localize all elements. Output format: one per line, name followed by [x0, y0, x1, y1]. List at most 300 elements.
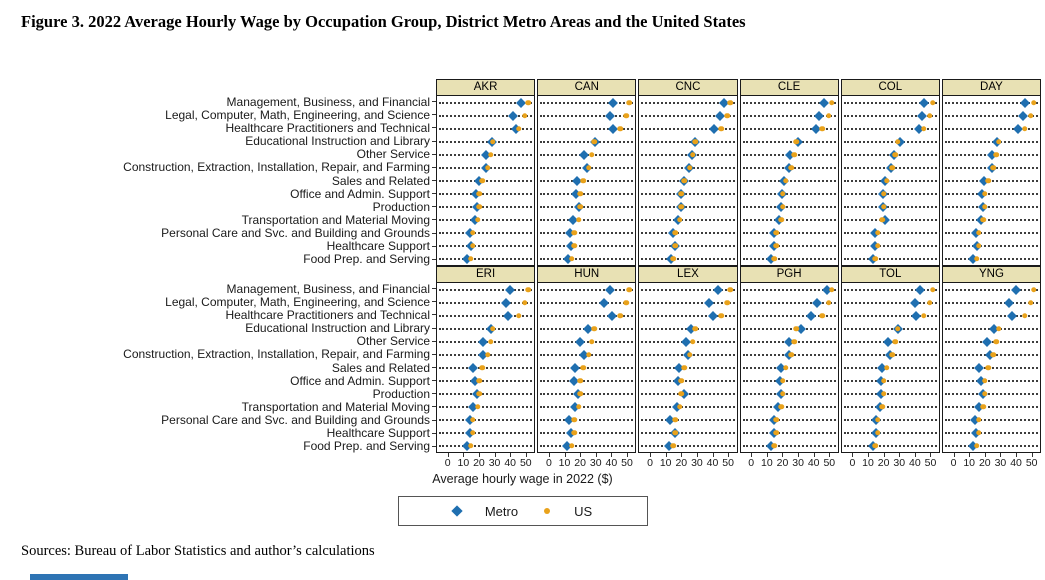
x-axis-row	[0, 453, 1045, 470]
occupation-row	[437, 109, 534, 122]
y-axis-label-row	[0, 134, 436, 147]
occupation-row	[639, 226, 736, 239]
occupation-row	[741, 361, 838, 374]
us-marker	[976, 430, 982, 436]
legend-us-label: US	[574, 503, 593, 519]
panel-header-hun: HUN	[538, 267, 635, 283]
panel-plot	[741, 283, 838, 452]
panel-header-cnc: CNC	[639, 80, 736, 96]
x-tick-label: 50	[722, 457, 734, 469]
x-axis-title: Average hourly wage in 2022 ($)	[432, 472, 613, 486]
bottom-blue-strip	[30, 574, 128, 580]
us-marker	[875, 417, 881, 423]
panel-plot	[842, 283, 939, 452]
guide-dotted-line	[945, 380, 1038, 382]
us-marker	[875, 430, 881, 436]
guide-dotted-line	[844, 367, 937, 369]
occupation-row	[741, 322, 838, 335]
us-marker	[783, 365, 789, 371]
chart-figure	[0, 79, 1045, 526]
panel-row	[436, 79, 1045, 266]
guide-dotted-line	[844, 232, 937, 234]
us-marker	[976, 230, 982, 236]
metro-marker	[919, 98, 929, 108]
us-marker	[788, 352, 794, 358]
panel-band-row-2	[0, 266, 1045, 453]
us-marker	[976, 243, 982, 249]
occupation-row	[639, 361, 736, 374]
x-tick-label: 10	[457, 457, 470, 469]
occupation-row	[437, 161, 534, 174]
y-axis-labels	[0, 266, 436, 453]
x-tick-label: 10	[862, 457, 874, 469]
x-axis-tick-cell	[841, 453, 940, 470]
us-marker	[728, 100, 734, 106]
us-marker	[892, 152, 898, 158]
guide-dotted-line	[540, 341, 633, 343]
panel-row	[436, 266, 1045, 453]
us-marker	[879, 404, 885, 410]
us-marker	[679, 204, 685, 210]
y-axis-label-row	[0, 240, 436, 253]
us-marker	[895, 139, 901, 145]
x-tick-label: 40	[504, 457, 517, 469]
guide-dotted-line	[439, 258, 532, 260]
us-marker	[927, 113, 933, 119]
guide-dotted-line	[844, 445, 937, 447]
occupation-row	[943, 439, 1040, 452]
occupation-row	[538, 213, 635, 226]
occupation-row	[842, 226, 939, 239]
panel-header-tol: TOL	[842, 267, 939, 283]
metro-marker	[806, 311, 816, 321]
sources-note: Sources: Bureau of Labor Statistics and author’s calculations	[21, 543, 375, 559]
occupation-label: Management, Business, and Financial	[226, 94, 430, 109]
occupation-row	[741, 426, 838, 439]
occupation-row	[538, 387, 635, 400]
us-marker	[578, 204, 584, 210]
occupation-row	[538, 348, 635, 361]
occupation-label: Transportation and Material Moving	[241, 212, 430, 227]
occupation-row	[437, 187, 534, 200]
occupation-row	[437, 374, 534, 387]
occupation-row	[437, 400, 534, 413]
panel-header-day: DAY	[943, 80, 1040, 96]
occupation-row	[437, 309, 534, 322]
us-marker	[670, 443, 676, 449]
panel-cnc	[638, 79, 737, 266]
us-marker	[889, 165, 895, 171]
us-marker	[578, 391, 584, 397]
occupation-label: Office and Admin. Support	[290, 373, 430, 388]
guide-dotted-line	[641, 141, 734, 143]
us-marker	[774, 243, 780, 249]
occupation-row	[437, 226, 534, 239]
us-marker	[892, 339, 898, 345]
occupation-row	[741, 400, 838, 413]
occupation-row	[538, 296, 635, 309]
panel-plot	[741, 96, 838, 265]
occupation-row	[437, 239, 534, 252]
occupation-row	[943, 322, 1040, 335]
guide-dotted-line	[844, 141, 937, 143]
guide-dotted-line	[844, 406, 937, 408]
guide-dotted-line	[743, 380, 836, 382]
metro-marker	[502, 298, 512, 308]
occupation-row	[943, 200, 1040, 213]
x-tick-label: 20	[877, 457, 890, 469]
occupation-row	[741, 252, 838, 265]
occupation-row	[538, 174, 635, 187]
occupation-label: Personal Care and Svc. and Building and Grounds	[161, 226, 430, 241]
guide-dotted-line	[540, 219, 633, 221]
occupation-row	[538, 148, 635, 161]
occupation-row	[943, 148, 1040, 161]
guide-dotted-line	[439, 367, 532, 369]
us-marker	[488, 152, 494, 158]
us-marker	[783, 178, 789, 184]
guide-dotted-line	[641, 258, 734, 260]
guide-dotted-line	[743, 219, 836, 221]
occupation-row	[842, 374, 939, 387]
occupation-row	[741, 387, 838, 400]
y-axis-label-row	[0, 174, 436, 187]
panel-band-row-1	[0, 79, 1045, 266]
occupation-row	[639, 439, 736, 452]
us-marker	[991, 165, 997, 171]
occupation-row	[741, 213, 838, 226]
occupation-row	[639, 109, 736, 122]
y-axis-label-row	[0, 213, 436, 226]
guide-dotted-line	[641, 380, 734, 382]
occupation-row	[639, 400, 736, 413]
occupation-row	[437, 252, 534, 265]
occupation-row	[538, 439, 635, 452]
y-axis-labels	[0, 79, 436, 266]
us-marker	[1022, 313, 1028, 319]
us-marker	[1028, 300, 1034, 306]
guide-dotted-line	[641, 232, 734, 234]
x-tick-label: 0	[748, 457, 755, 469]
us-marker	[692, 139, 698, 145]
guide-dotted-line	[945, 206, 1038, 208]
occupation-row	[437, 200, 534, 213]
us-marker	[673, 417, 679, 423]
y-axis-label-row	[0, 361, 436, 374]
us-marker	[794, 139, 800, 145]
x-tick-label: 10	[659, 457, 672, 469]
occupation-row	[639, 348, 736, 361]
us-marker	[881, 378, 887, 384]
guide-dotted-line	[439, 180, 532, 182]
figure-title: Figure 3. 2022 Average Hourly Wage by Occupation Group, District Metro Areas and the United States	[21, 12, 746, 31]
occupation-row	[741, 187, 838, 200]
occupation-row	[943, 96, 1040, 109]
occupation-row	[842, 161, 939, 174]
occupation-row	[943, 135, 1040, 148]
occupation-row	[741, 226, 838, 239]
metro-marker	[713, 285, 723, 295]
occupation-row	[437, 135, 534, 148]
guide-dotted-line	[844, 419, 937, 421]
x-axis-tick-cell	[942, 453, 1041, 470]
x-tick-label: 10	[761, 457, 773, 469]
x-tick-label: 30	[792, 457, 804, 469]
occupation-row	[538, 309, 635, 322]
legend-metro-label: Metro	[484, 503, 519, 519]
metro-marker	[579, 150, 589, 160]
y-axis-label-row	[0, 348, 436, 361]
us-marker	[626, 100, 632, 106]
us-marker	[1031, 100, 1037, 106]
guide-dotted-line	[743, 393, 836, 395]
us-marker	[774, 230, 780, 236]
us-marker	[1022, 126, 1028, 132]
us-marker	[921, 126, 927, 132]
us-marker	[981, 217, 987, 223]
x-tick-label: 40	[706, 457, 719, 469]
x-tick-label: 50	[621, 457, 633, 469]
guide-dotted-line	[540, 432, 633, 434]
panel-eri	[436, 266, 535, 453]
metro-marker	[1004, 298, 1014, 308]
us-marker	[522, 300, 528, 306]
occupation-row	[943, 239, 1040, 252]
occupation-row	[741, 174, 838, 187]
us-marker	[982, 378, 988, 384]
occupation-row	[741, 374, 838, 387]
x-tick-label: 40	[807, 457, 820, 469]
us-marker	[884, 365, 890, 371]
occupation-row	[842, 109, 939, 122]
us-marker	[791, 152, 797, 158]
occupation-row	[437, 439, 534, 452]
guide-dotted-line	[540, 232, 633, 234]
us-marker	[468, 443, 474, 449]
occupation-row	[741, 348, 838, 361]
guide-dotted-line	[439, 393, 532, 395]
x-axis-tick-cell	[638, 453, 737, 470]
occupation-row	[943, 252, 1040, 265]
y-axis-label-row	[0, 121, 436, 134]
guide-dotted-line	[743, 232, 836, 234]
guide-dotted-line	[439, 406, 532, 408]
guide-dotted-line	[945, 393, 1038, 395]
panel-header-cle: CLE	[741, 80, 838, 96]
us-marker	[578, 191, 584, 197]
panel-plot	[639, 283, 736, 452]
us-marker	[780, 391, 786, 397]
occupation-row	[639, 174, 736, 187]
us-marker	[690, 152, 696, 158]
occupation-row	[943, 226, 1040, 239]
occupation-label: Construction, Extraction, Installation, Repair, and Farming	[123, 347, 430, 362]
occupation-row	[538, 252, 635, 265]
metro-marker	[704, 298, 714, 308]
us-marker	[485, 352, 491, 358]
metro-marker	[915, 285, 925, 295]
x-tick-label: 50	[519, 457, 532, 469]
occupation-row	[437, 361, 534, 374]
occupation-label: Legal, Computer, Math, Engineering, and Science	[165, 107, 430, 122]
occupation-row	[437, 322, 534, 335]
us-marker	[826, 113, 832, 119]
occupation-row	[842, 439, 939, 452]
guide-dotted-line	[439, 219, 532, 221]
us-marker	[982, 191, 988, 197]
occupation-row	[538, 109, 635, 122]
occupation-row	[943, 387, 1040, 400]
guide-dotted-line	[540, 141, 633, 143]
guide-dotted-line	[844, 393, 937, 395]
occupation-row	[639, 200, 736, 213]
occupation-row	[842, 361, 939, 374]
metro-marker	[910, 298, 920, 308]
guide-dotted-line	[540, 258, 633, 260]
occupation-row	[741, 296, 838, 309]
panel-day	[942, 79, 1041, 266]
guide-dotted-line	[945, 219, 1038, 221]
occupation-row	[842, 213, 939, 226]
guide-dotted-line	[540, 445, 633, 447]
panel-plot	[538, 96, 635, 265]
occupation-row	[741, 309, 838, 322]
guide-dotted-line	[641, 419, 734, 421]
guide-dotted-line	[844, 380, 937, 382]
us-marker	[479, 178, 485, 184]
us-marker	[974, 443, 980, 449]
us-marker	[985, 178, 991, 184]
guide-dotted-line	[945, 406, 1038, 408]
us-marker	[895, 326, 901, 332]
us-marker	[576, 217, 582, 223]
guide-dotted-line	[945, 302, 1038, 304]
panel-hun	[537, 266, 636, 453]
occupation-row	[639, 309, 736, 322]
us-marker	[927, 300, 933, 306]
us-marker	[778, 217, 784, 223]
us-marker	[780, 191, 786, 197]
us-marker	[884, 178, 890, 184]
us-marker	[571, 417, 577, 423]
panel-lex	[638, 266, 737, 453]
us-marker	[879, 217, 885, 223]
y-axis-label-row	[0, 187, 436, 200]
us-marker	[569, 256, 575, 262]
us-marker	[682, 178, 688, 184]
guide-dotted-line	[641, 406, 734, 408]
occupation-row	[842, 335, 939, 348]
panel-pgh	[740, 266, 839, 453]
occupation-label: Food Prep. and Serving	[303, 439, 430, 454]
metro-marker	[608, 98, 618, 108]
occupation-row	[437, 122, 534, 135]
us-marker	[470, 243, 476, 249]
x-tick-label: 30	[589, 457, 602, 469]
guide-dotted-line	[641, 219, 734, 221]
y-axis-label-row	[0, 161, 436, 174]
guide-dotted-line	[641, 367, 734, 369]
us-marker	[930, 100, 936, 106]
panel-plot	[842, 96, 939, 265]
us-marker	[617, 126, 623, 132]
occupation-row	[538, 374, 635, 387]
panel-col	[841, 79, 940, 266]
occupation-row	[943, 413, 1040, 426]
guide-dotted-line	[743, 245, 836, 247]
us-marker	[476, 191, 482, 197]
occupation-row	[741, 148, 838, 161]
us-marker	[679, 191, 685, 197]
x-tick-label: 20	[776, 457, 789, 469]
occupation-row	[943, 187, 1040, 200]
x-tick-label: 40	[909, 457, 921, 469]
x-tick-label: 0	[444, 457, 451, 469]
occupation-row	[842, 148, 939, 161]
guide-dotted-line	[945, 367, 1038, 369]
occupation-row	[741, 413, 838, 426]
us-marker	[881, 204, 887, 210]
occupation-label: Educational Instruction and Library	[245, 134, 430, 149]
us-marker	[829, 287, 835, 293]
x-tick-label: 30	[893, 457, 906, 469]
y-axis-label-row	[0, 308, 436, 321]
occupation-row	[538, 135, 635, 148]
occupation-label: Other Service	[356, 334, 430, 349]
us-marker	[581, 365, 587, 371]
guide-dotted-line	[439, 232, 532, 234]
occupation-row	[538, 283, 635, 296]
occupation-row	[639, 387, 736, 400]
guide-dotted-line	[540, 419, 633, 421]
occupation-row	[538, 413, 635, 426]
guide-dotted-line	[439, 432, 532, 434]
us-marker	[673, 430, 679, 436]
guide-dotted-line	[945, 180, 1038, 182]
guide-dotted-line	[540, 302, 633, 304]
us-marker	[571, 430, 577, 436]
occupation-label: Healthcare Practitioners and Technical	[225, 120, 430, 135]
us-marker	[677, 217, 683, 223]
us-marker	[475, 404, 481, 410]
us-marker	[994, 152, 1000, 158]
us-marker	[476, 391, 482, 397]
panel-plot	[437, 96, 534, 265]
us-marker	[571, 243, 577, 249]
metro-marker	[708, 311, 718, 321]
occupation-row	[741, 200, 838, 213]
metro-diamond-icon	[451, 505, 462, 516]
us-marker	[485, 165, 491, 171]
occupation-row	[639, 187, 736, 200]
metro-marker	[819, 98, 829, 108]
us-marker	[522, 113, 528, 119]
guide-dotted-line	[844, 328, 937, 330]
guide-dotted-line	[844, 302, 937, 304]
occupation-row	[437, 413, 534, 426]
occupation-row	[437, 335, 534, 348]
occupation-label: Management, Business, and Financial	[226, 281, 430, 296]
occupation-row	[842, 174, 939, 187]
metro-marker	[508, 111, 518, 121]
occupation-row	[437, 96, 534, 109]
us-marker	[820, 313, 826, 319]
us-marker	[470, 230, 476, 236]
occupation-row	[842, 309, 939, 322]
us-marker	[780, 204, 786, 210]
metro-marker	[917, 111, 927, 121]
occupation-row	[943, 426, 1040, 439]
